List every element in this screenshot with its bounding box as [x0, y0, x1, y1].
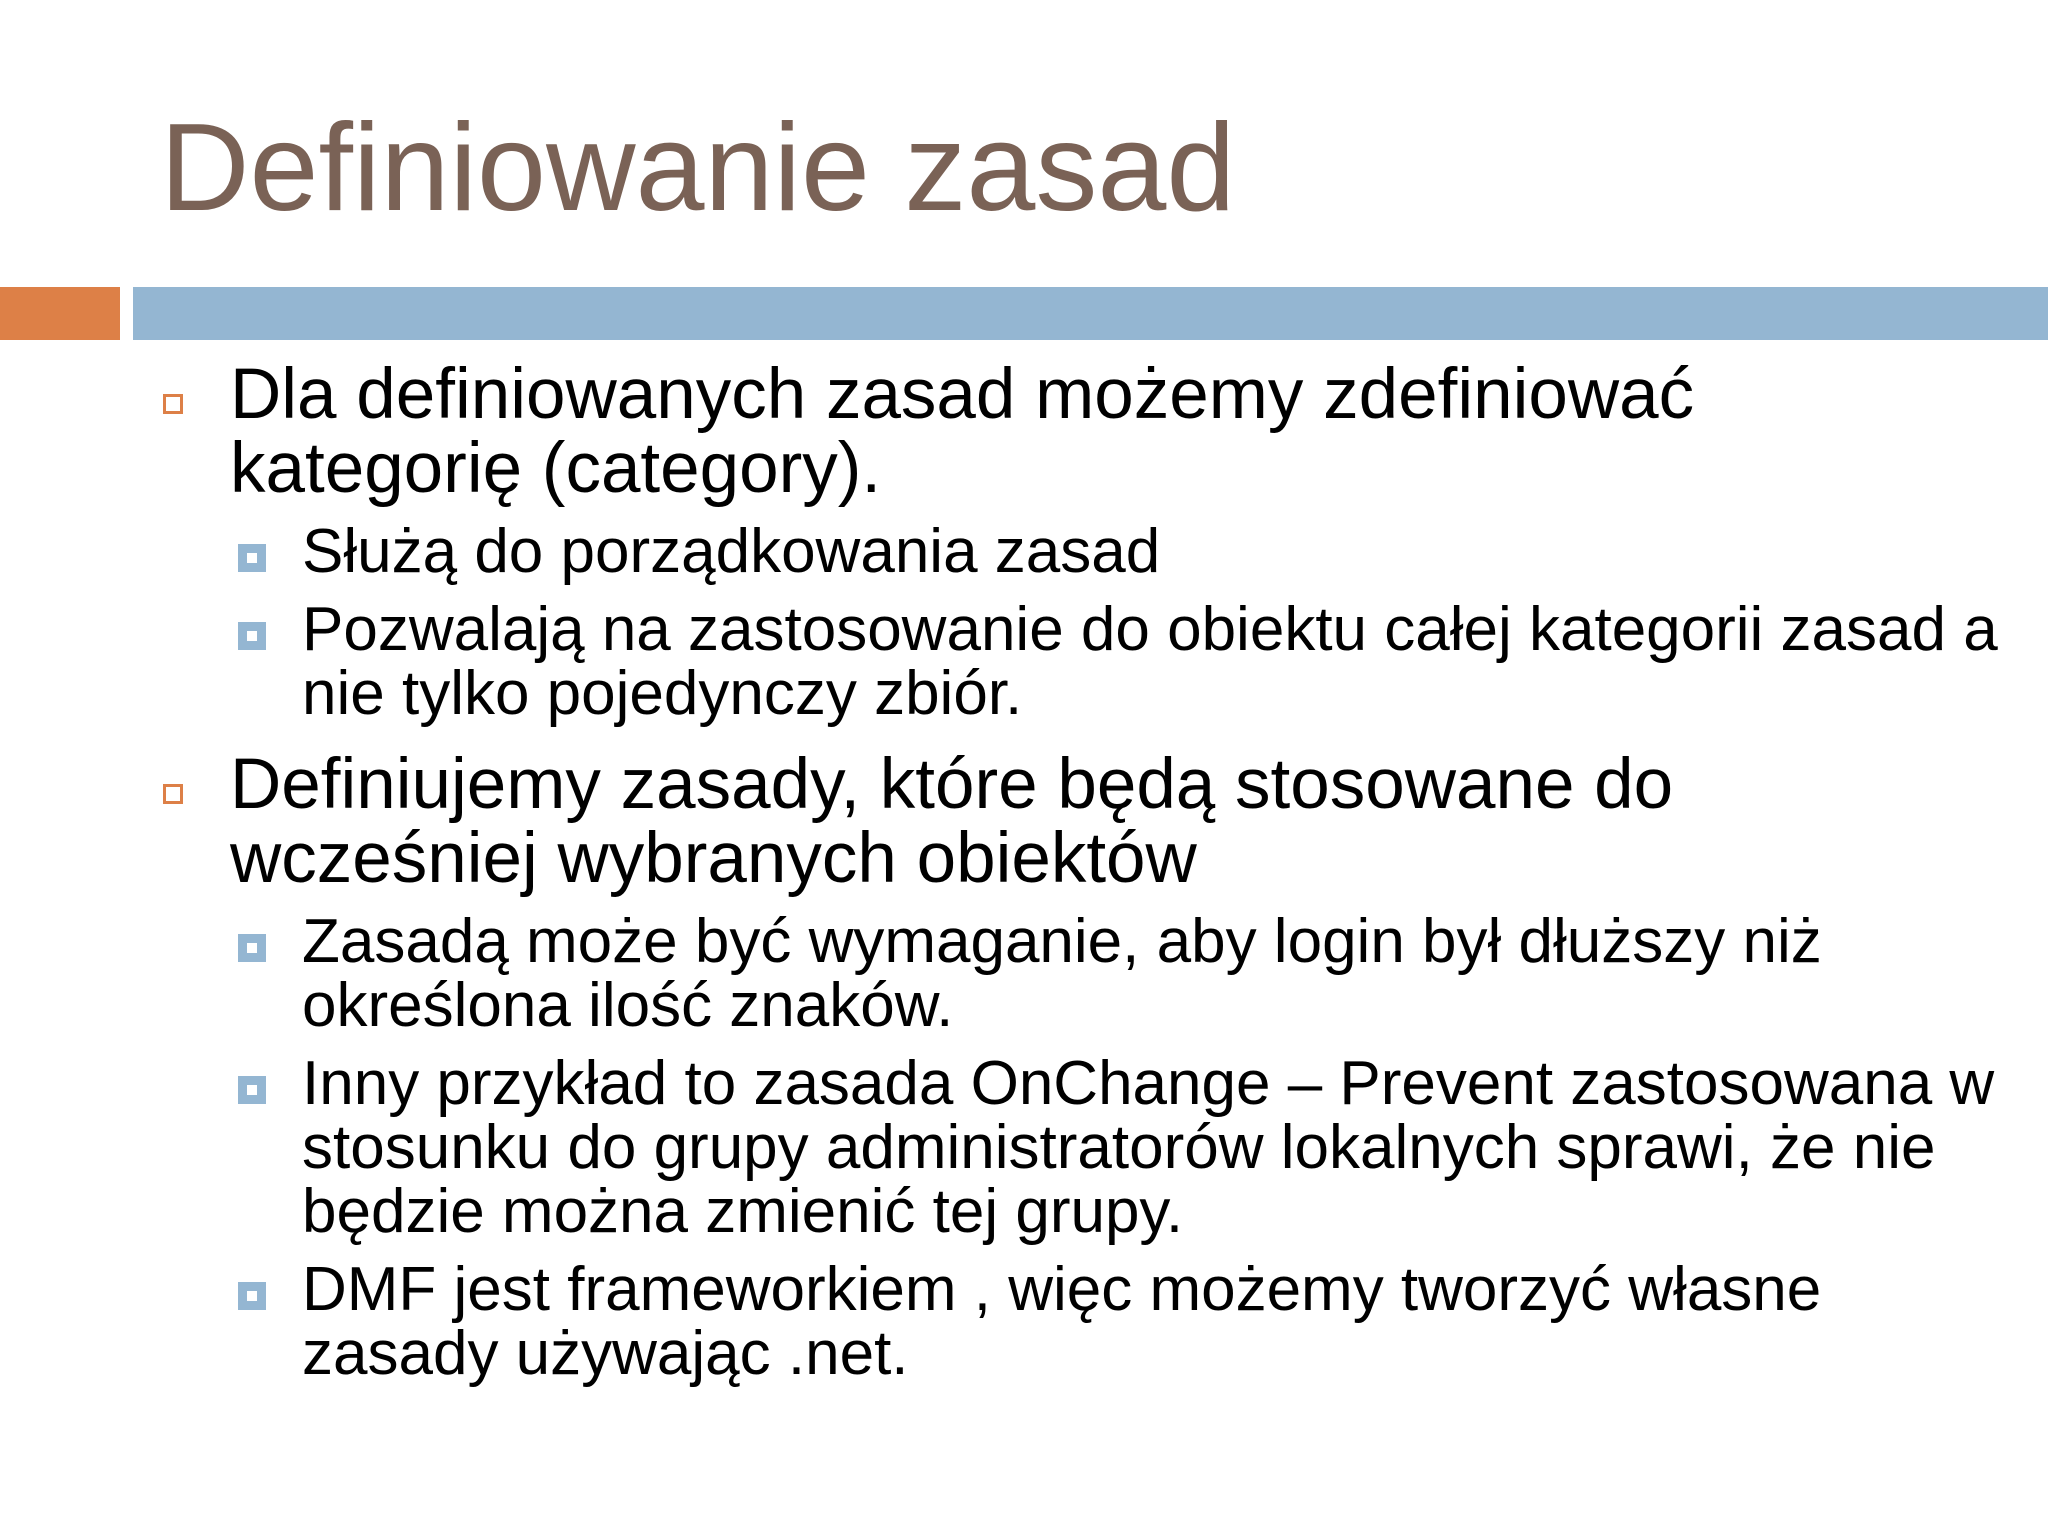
sub-bullet-text: Pozwalają na zastosowanie do obiektu całej kategorii zasad a nie tylko pojedynczy zbiór.	[302, 595, 1998, 728]
bullet-text: Dla definiowanych zasad możemy zdefiniować kategorię (category).	[230, 355, 1695, 508]
sub-bullet-item	[230, 907, 2000, 1040]
sub-bullet-item	[230, 517, 2000, 586]
filled-square-bullet-icon	[238, 622, 266, 650]
square-bullet-icon	[163, 394, 183, 414]
title-accent-bar	[0, 287, 120, 340]
title-divider-bar	[133, 287, 2048, 340]
square-bullet-icon	[163, 784, 183, 804]
sub-bullet-text: DMF jest frameworkiem , więc możemy tworzyć własne zasady używając .net.	[302, 1255, 1822, 1388]
sub-bullet-item	[230, 1049, 2000, 1246]
filled-square-bullet-icon	[238, 934, 266, 962]
sub-bullet-item	[230, 595, 2000, 728]
filled-square-bullet-icon	[238, 1282, 266, 1310]
bullet-text: Definiujemy zasady, które będą stosowane do wcześniej wybranych obiektów	[230, 745, 1674, 898]
bullet-item	[160, 355, 2000, 508]
sub-bullet-text: Służą do porządkowania zasad	[302, 517, 1161, 586]
filled-square-bullet-icon	[238, 544, 266, 572]
sub-bullet-text: Zasadą może być wymaganie, aby login był dłuższy niż określona ilość znaków.	[302, 907, 1822, 1040]
slide-content	[160, 355, 2000, 1388]
filled-square-bullet-icon	[238, 1076, 266, 1104]
sub-bullet-text: Inny przykład to zasada OnChange – Prevent zastosowana w stosunku do grupy administratorów lokalnych sprawi, że nie będzie można zmienić tej grupy.	[302, 1049, 1995, 1246]
slide-title: Definiowanie zasad	[160, 99, 1236, 237]
sub-bullet-item	[230, 1255, 2000, 1388]
bullet-item	[160, 745, 2000, 898]
